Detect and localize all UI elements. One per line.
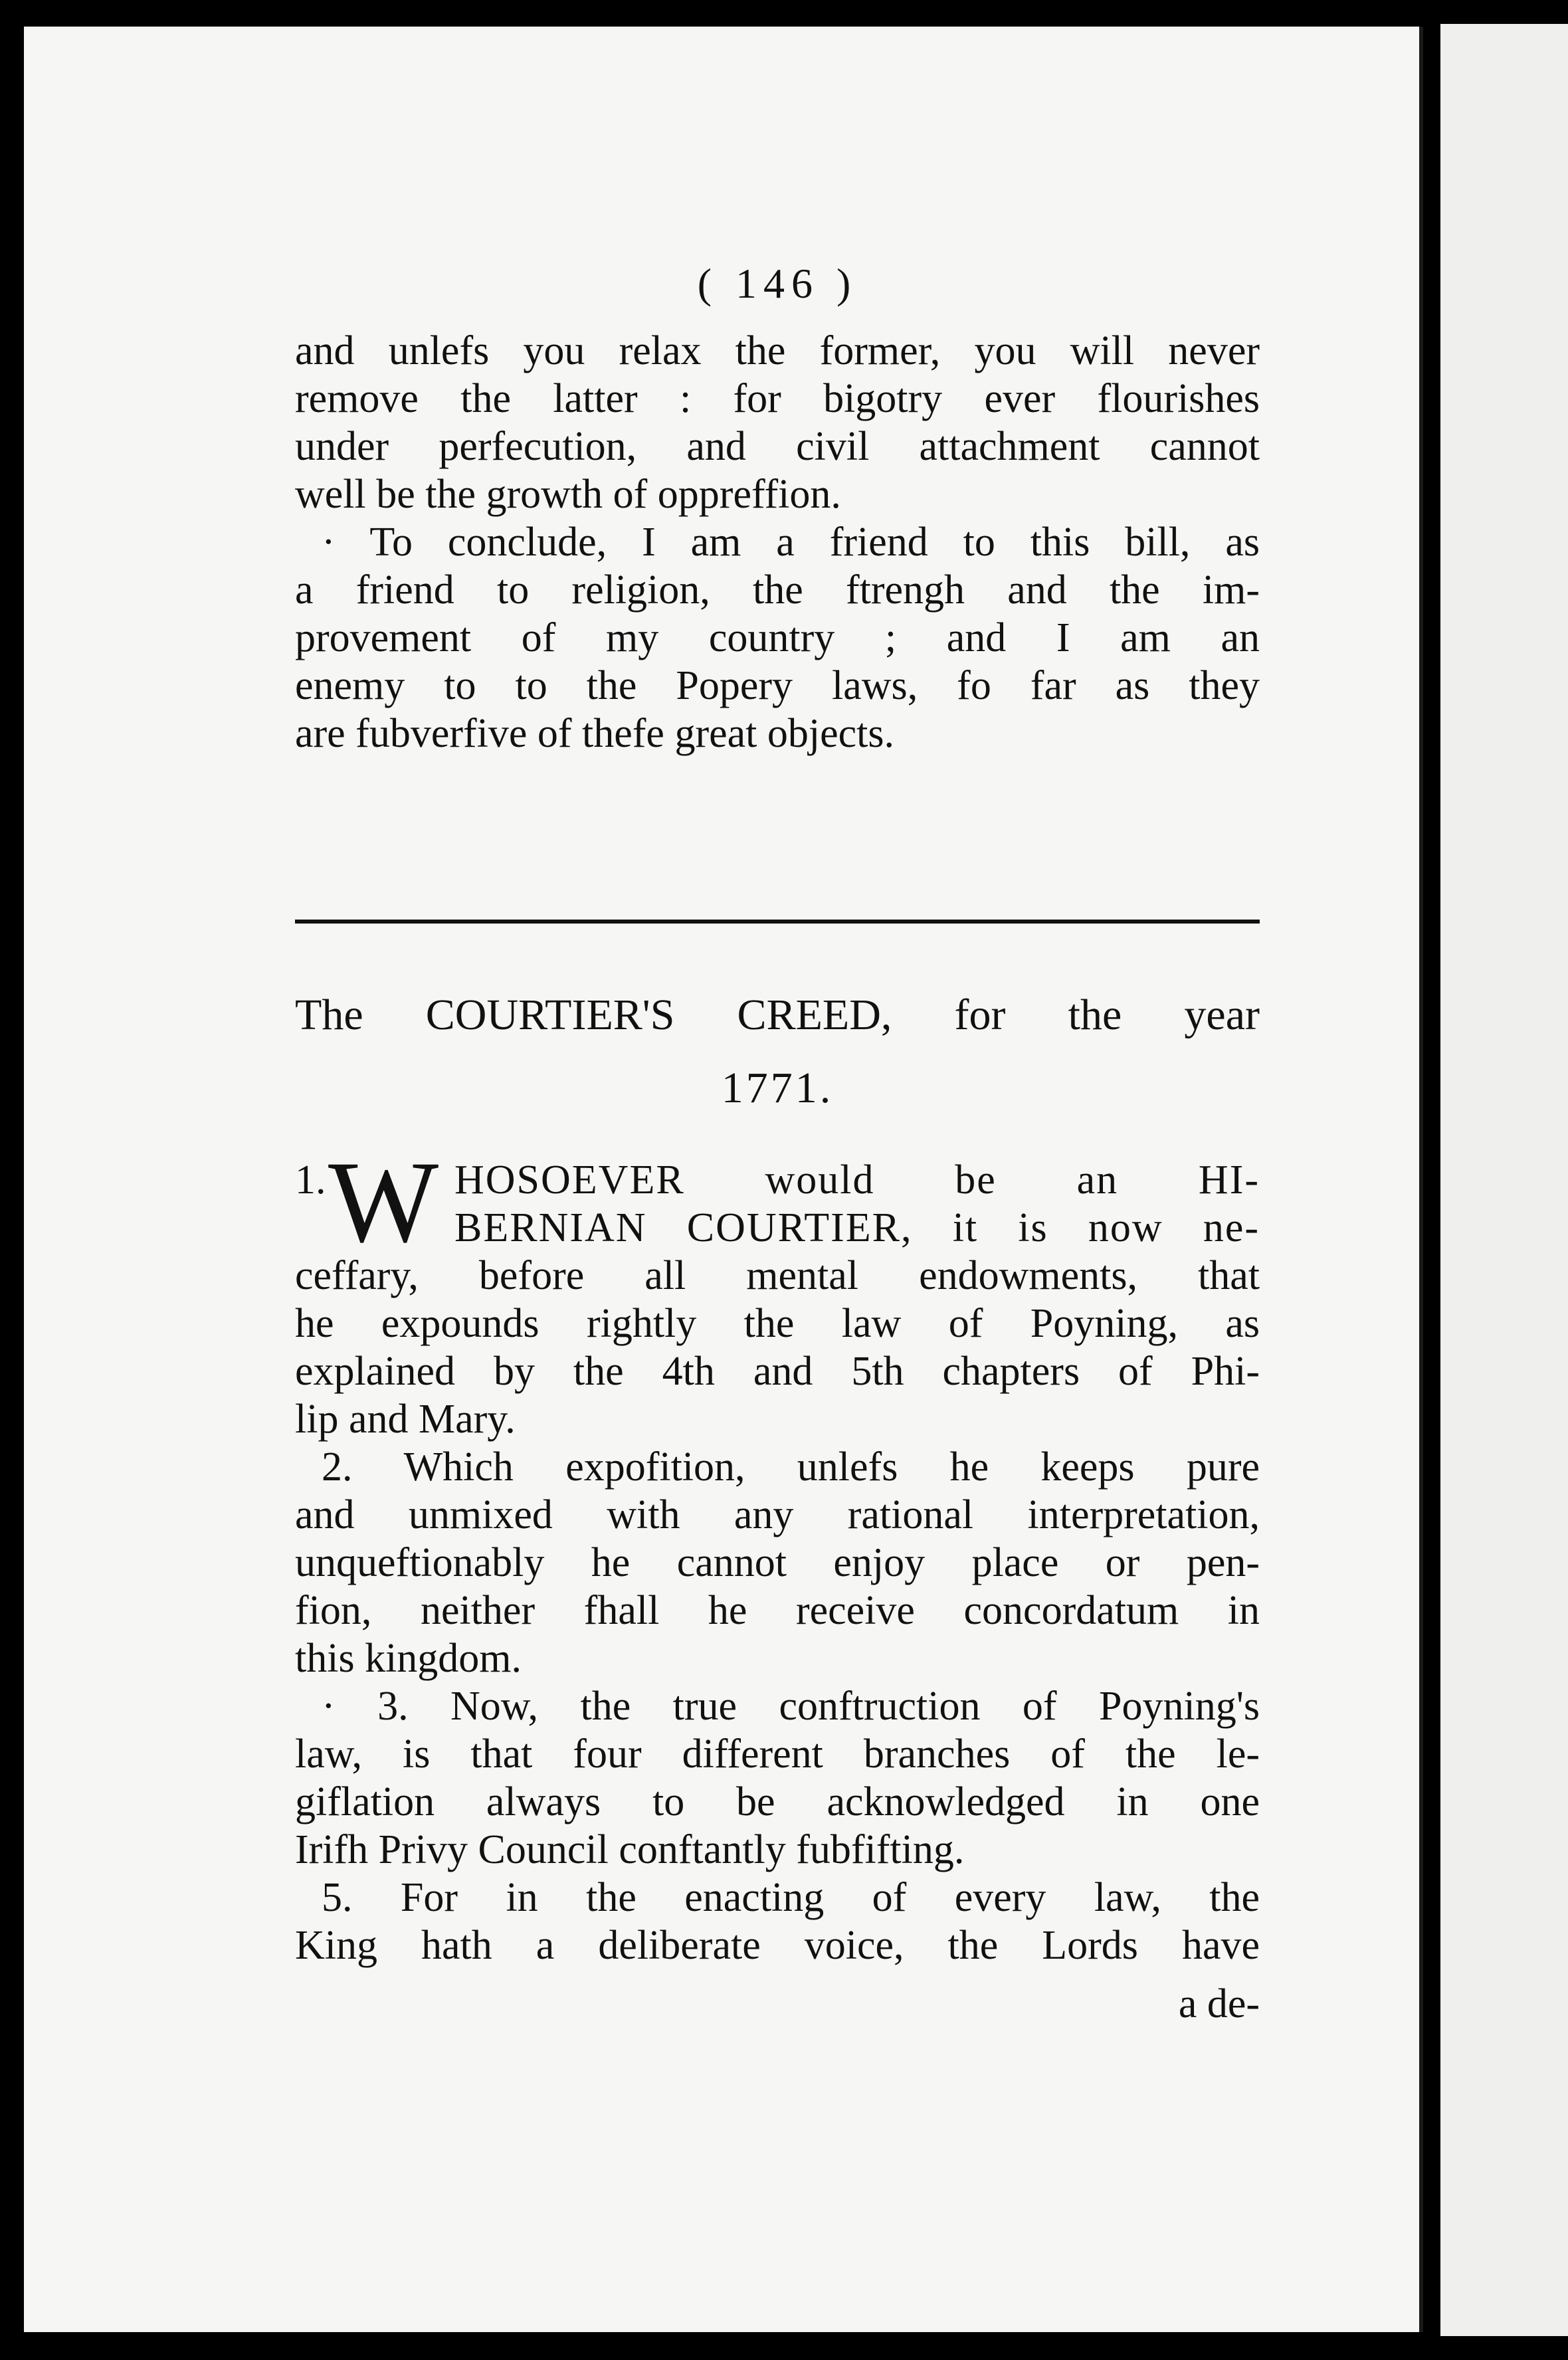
adjacent-page-edge <box>1440 24 1568 2336</box>
text-line: lip and Mary. <box>295 1397 516 1442</box>
text-line: enemy to to the Popery laws, fo far as they <box>295 663 1260 708</box>
creed-title: The COURTIER'S CREED, for the year <box>295 991 1260 1039</box>
article-number: 1. <box>295 1157 326 1203</box>
paragraph-opening <box>295 327 1260 757</box>
text-line: giflation always to be acknowledged in one <box>295 1779 1260 1824</box>
text-line: well be the growth of oppreffion. <box>295 472 841 517</box>
text-line: King hath a deliberate voice, the Lords have <box>295 1923 1260 1968</box>
text-line: a friend to religion, the ftrengh and the im- <box>295 567 1260 613</box>
catchword: a de- <box>1178 1981 1260 2026</box>
page-number: ( 146 ) <box>697 260 858 307</box>
creed-articles <box>295 1137 1260 2028</box>
text-line: ceffary, before all mental endowments, that <box>295 1253 1260 1298</box>
text-line: and unlefs you relax the former, you will never <box>295 328 1260 373</box>
text-line: law, is that four different branches of the le- <box>295 1731 1260 1777</box>
text-line: 2. Which expofition, unlefs he keeps pure <box>322 1444 1260 1490</box>
text-line: 5. For in the enacting of every law, the <box>322 1875 1260 1920</box>
text-line: unqueftionably he cannot enjoy place or pen- <box>295 1540 1260 1585</box>
text-line: and unmixed with any rational interpretation, <box>295 1492 1260 1537</box>
text-line: · 3. Now, the true conftruction of Poyning's <box>322 1684 1260 1729</box>
text-line: BERNIAN COURTIER, it is now ne- <box>454 1205 1260 1250</box>
text-line: remove the latter : for bigotry ever flourishes <box>295 376 1260 421</box>
drop-cap: W <box>328 1137 439 1267</box>
text-line: · To conclude, I am a friend to this bill, as <box>322 520 1260 565</box>
creed-year: 1771. <box>721 1064 834 1112</box>
text-line: explained by the 4th and 5th chapters of Phi- <box>295 1349 1260 1394</box>
text-line: are fubverfive of thefe great objects. <box>295 711 894 756</box>
text-line: HOSOEVER would be an HI- <box>454 1157 1260 1203</box>
section-divider <box>295 920 1260 924</box>
text-line: Irifh Privy Council conftantly fubfifting. <box>295 1827 965 1872</box>
text-line: provement of my country ; and I am an <box>295 615 1260 660</box>
text-line: under perfecution, and civil attachment cannot <box>295 424 1260 469</box>
book-page <box>24 27 1423 2332</box>
article-1-opening <box>295 1137 1260 1267</box>
text-line: he expounds rightly the law of Poyning, as <box>295 1301 1260 1346</box>
text-line: fion, neither fhall he receive concordatum in <box>295 1588 1260 1633</box>
text-line: this kingdom. <box>295 1636 522 1681</box>
